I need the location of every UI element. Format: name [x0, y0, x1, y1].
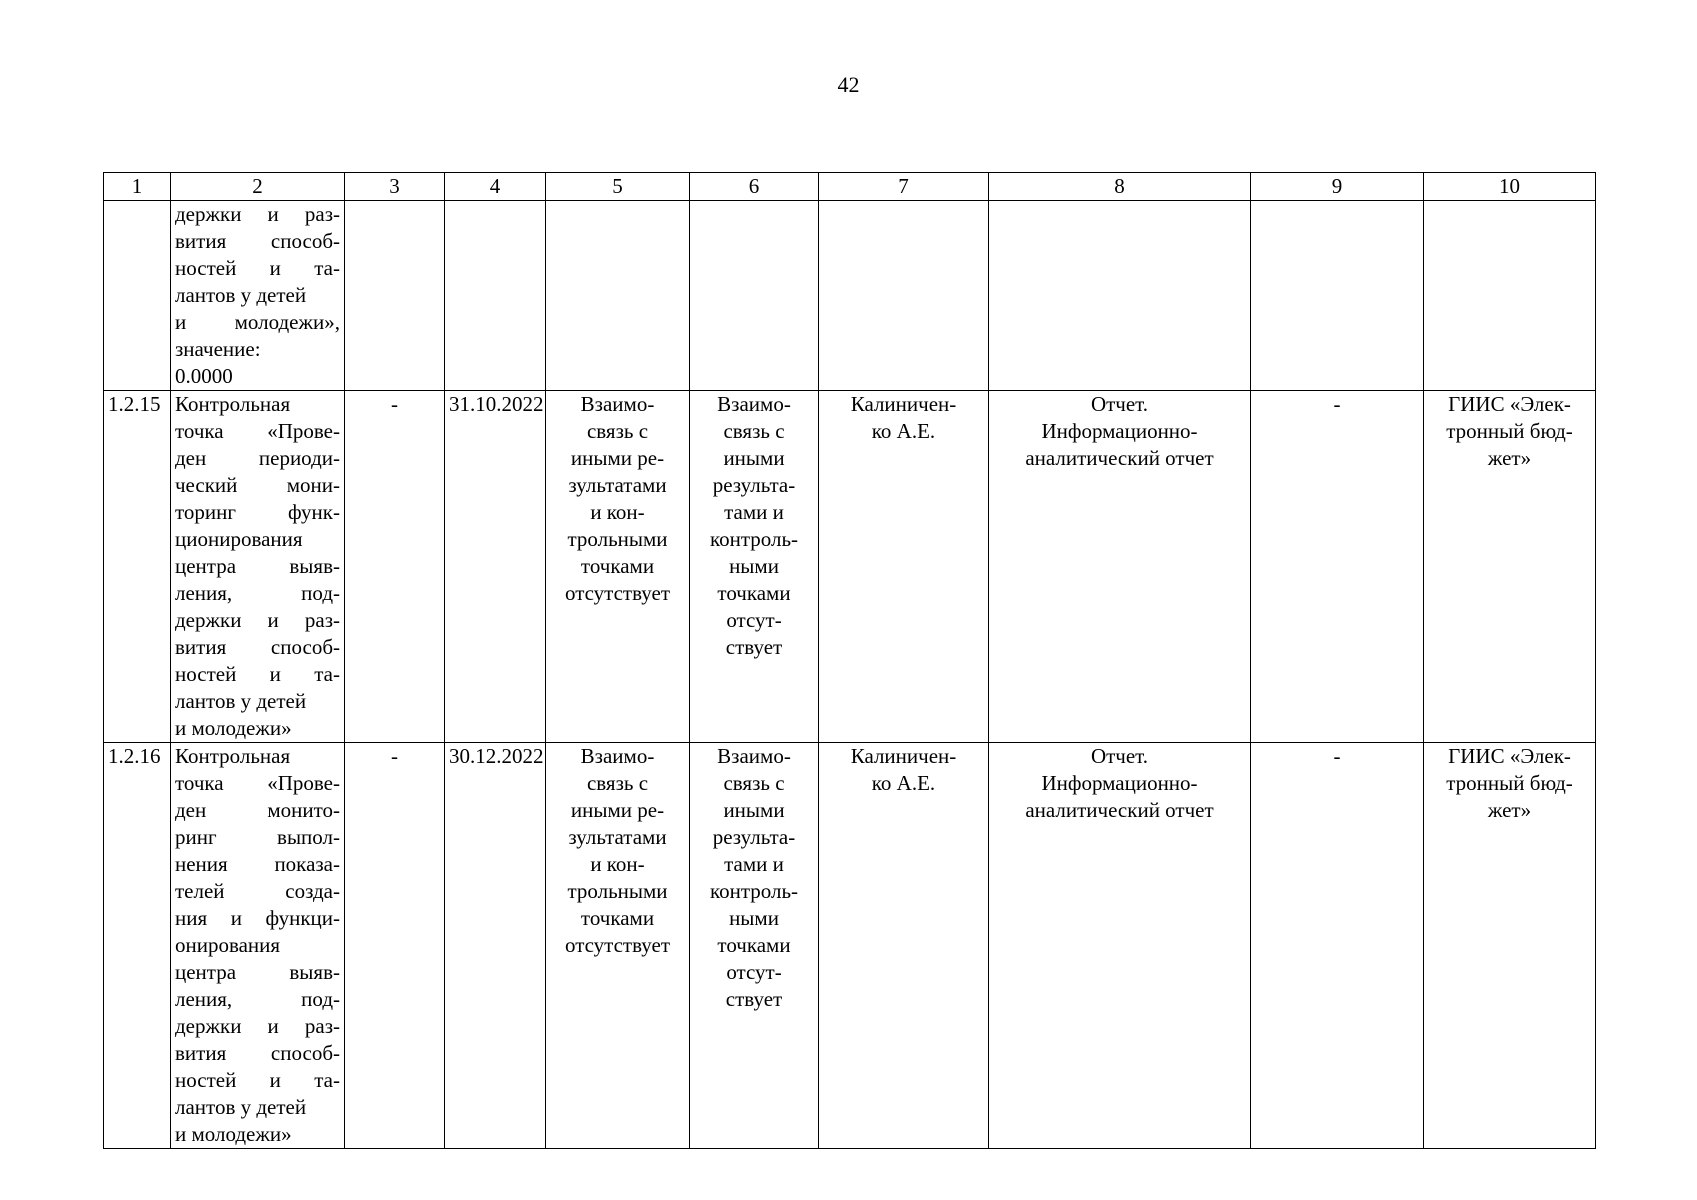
name-line: точка «Прове-: [175, 419, 340, 443]
cell-col5: Взаимо- связь с иными ре- зультатами и кон- трольными точками отсутствует: [546, 743, 690, 1149]
cell-col9: [1251, 201, 1424, 391]
cell-col6: Взаимо- связь с иными результа- тами и контроль- ными точками отсут- ствует: [690, 391, 819, 743]
cell-num: 1.2.15: [104, 391, 171, 743]
cell-col10: [1424, 201, 1596, 391]
column-header: 3: [345, 173, 445, 201]
page-number: 42: [837, 72, 860, 97]
name-line: центра выяв-: [175, 554, 340, 578]
cell-col8: Отчет. Информационно- аналитический отчет: [989, 391, 1251, 743]
column-header: 10: [1424, 173, 1596, 201]
cell-col9: -: [1251, 391, 1424, 743]
cell-name: [171, 391, 345, 743]
cell-date: [445, 201, 546, 391]
column-header: 6: [690, 173, 819, 201]
cell-col8: Отчет. Информационно- аналитический отчет: [989, 743, 1251, 1149]
name-line: лантов у детей: [175, 283, 307, 307]
name-line: держки и раз-: [175, 608, 340, 632]
name-line: значение:: [175, 337, 261, 361]
cell-col7: Калиничен- ко А.Е.: [819, 391, 989, 743]
cell-col10: ГИИС «Элек- тронный бюд- жет»: [1424, 391, 1596, 743]
name-line: ден монито-: [175, 798, 340, 822]
cell-col3: -: [345, 743, 445, 1149]
name-line: вития способ-: [175, 1041, 340, 1065]
cell-col7: Калиничен- ко А.Е.: [819, 743, 989, 1149]
name-line: ностей и та-: [175, 662, 340, 686]
column-header: 5: [546, 173, 690, 201]
cell-date: 30.12.2022: [445, 743, 546, 1149]
cell-name: [171, 201, 345, 391]
name-line: телей созда-: [175, 879, 340, 903]
cell-name: [171, 743, 345, 1149]
name-line: ден периоди-: [175, 446, 340, 470]
name-line: ления, под-: [175, 987, 340, 1011]
column-header: 4: [445, 173, 546, 201]
name-line: вития способ-: [175, 635, 340, 659]
name-line: ностей и та-: [175, 256, 340, 280]
name-line: Контрольная: [175, 392, 291, 416]
name-line: 0.0000: [175, 364, 233, 388]
cell-col6: [690, 201, 819, 391]
name-line: онирования: [175, 933, 281, 957]
name-line: держки и раз-: [175, 1014, 340, 1038]
name-line: держки и раз-: [175, 202, 340, 226]
column-header: 2: [171, 173, 345, 201]
control-points-table: [103, 172, 1596, 1149]
column-header: 8: [989, 173, 1251, 201]
cell-col5: [546, 201, 690, 391]
cell-col7: [819, 201, 989, 391]
name-line: центра выяв-: [175, 960, 340, 984]
name-line: ринг выпол-: [175, 825, 340, 849]
name-line: нения показа-: [175, 852, 340, 876]
cell-col6: Взаимо- связь с иными результа- тами и контроль- ными точками отсут- ствует: [690, 743, 819, 1149]
name-line: Контрольная: [175, 744, 291, 768]
column-header: 7: [819, 173, 989, 201]
column-header: 9: [1251, 173, 1424, 201]
name-line: ния и функци-: [175, 906, 340, 930]
cell-col8: [989, 201, 1251, 391]
table-row: [104, 743, 1596, 1149]
header-row: [104, 173, 1596, 201]
cell-date: 31.10.2022: [445, 391, 546, 743]
name-line: вития способ-: [175, 229, 340, 253]
cell-col3: [345, 201, 445, 391]
cell-col9: -: [1251, 743, 1424, 1149]
name-line: ционирования: [175, 527, 303, 551]
table-row: [104, 391, 1596, 743]
table-row-continuation: [104, 201, 1596, 391]
cell-col3: -: [345, 391, 445, 743]
name-line: точка «Прове-: [175, 771, 340, 795]
name-line: и молодежи»,: [175, 310, 340, 334]
name-line: ческий мони-: [175, 473, 340, 497]
column-header: 1: [104, 173, 171, 201]
cell-col5: Взаимо- связь с иными ре- зультатами и кон- трольными точками отсутствует: [546, 391, 690, 743]
cell-num: [104, 201, 171, 391]
name-line: ностей и та-: [175, 1068, 340, 1092]
name-line: лантов у детей: [175, 689, 307, 713]
cell-num: 1.2.16: [104, 743, 171, 1149]
cell-col10: ГИИС «Элек- тронный бюд- жет»: [1424, 743, 1596, 1149]
name-line: ления, под-: [175, 581, 340, 605]
name-line: и молодежи»: [175, 1122, 292, 1146]
name-line: торинг функ-: [175, 500, 340, 524]
name-line: лантов у детей: [175, 1095, 307, 1119]
name-line: и молодежи»: [175, 716, 292, 740]
